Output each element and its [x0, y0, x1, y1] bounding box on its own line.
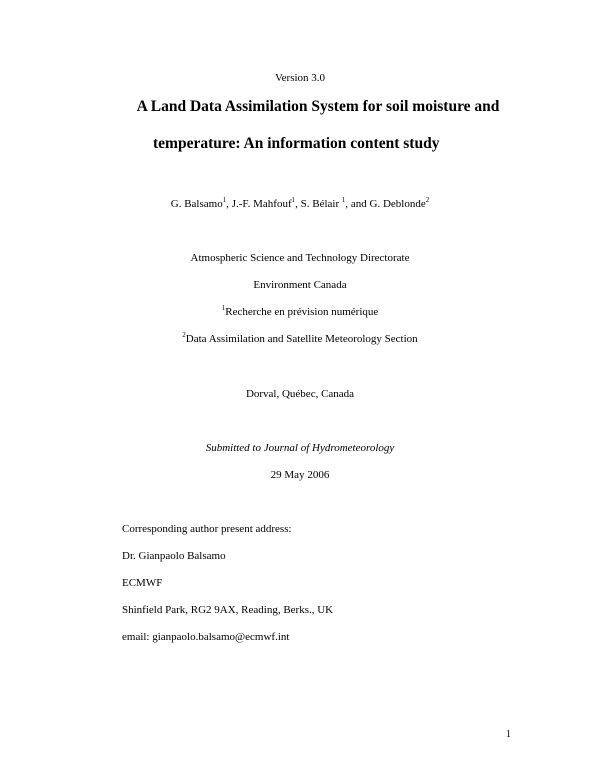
paper-title-line-2: temperature: An information content study	[153, 135, 440, 152]
author-list	[0, 197, 600, 211]
affiliation-mark: 1	[221, 304, 226, 312]
affiliation-1	[0, 305, 600, 319]
affiliation-directorate: Atmospheric Science and Technology Directorate	[190, 252, 410, 264]
author-separator: ,	[226, 198, 232, 210]
affiliation-mark: 2	[182, 331, 186, 339]
correspondence-heading: Corresponding author present address:	[122, 523, 292, 535]
affiliation-text: Recherche en prévision numérique	[225, 306, 379, 318]
author-name: S. Bélair	[300, 198, 342, 210]
affiliation-agency: Environment Canada	[253, 279, 347, 291]
author-affiliation-mark: 1	[222, 196, 227, 204]
author-name: J.-F. Mahfouf	[231, 198, 292, 210]
author-name: G. Deblonde	[369, 198, 426, 210]
paper-title-line-1: A Land Data Assimilation System for soil moisture and	[136, 98, 500, 115]
author-separator: , and	[345, 198, 370, 210]
author-name: G. Balsamo	[170, 198, 223, 210]
correspondence-institution: ECMWF	[122, 577, 163, 589]
author-separator: ,	[295, 198, 301, 210]
correspondence-name: Dr. Gianpaolo Balsamo	[122, 550, 226, 562]
page-number: 1	[506, 729, 511, 740]
author-affiliation-mark: 2	[425, 196, 430, 204]
affiliation-2	[0, 332, 600, 346]
correspondence-address: Shinfield Park, RG2 9AX, Reading, Berks., UK	[122, 604, 334, 616]
author-affiliation-mark: 1	[341, 196, 346, 204]
location: Dorval, Québec, Canada	[245, 388, 355, 400]
version-label: Version 3.0	[274, 72, 326, 84]
correspondence-email: email: gianpaolo.balsamo@ecmwf.int	[122, 631, 290, 643]
author-affiliation-mark: 1	[291, 196, 296, 204]
affiliation-text: Data Assimilation and Satellite Meteorology Section	[185, 333, 418, 345]
journal-submission: Submitted to Journal of Hydrometeorology	[205, 442, 395, 454]
submission-date: 29 May 2006	[270, 469, 330, 481]
